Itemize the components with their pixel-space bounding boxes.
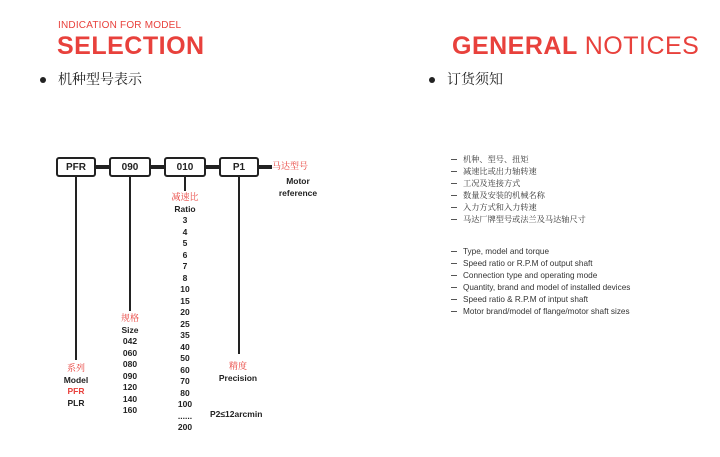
- ratio-value: 7: [182, 261, 188, 271]
- size-column: [109, 313, 151, 417]
- notices-title-light: NOTICES: [584, 32, 700, 60]
- series-en: Model: [63, 374, 89, 385]
- connector-dash: [206, 165, 219, 169]
- series-column: [55, 363, 97, 409]
- model-code-box-series: PFR: [56, 157, 96, 177]
- ratio-value: ......: [177, 410, 193, 421]
- ratio-value: 5: [182, 238, 188, 248]
- series-value-plr: PLR: [67, 397, 85, 408]
- ratio-value: 200: [177, 422, 193, 432]
- notice-cn-item: [451, 178, 586, 190]
- connector-dash: [151, 165, 164, 169]
- notice-en-item-text: Quantity, brand and model of installed devices: [463, 283, 631, 292]
- left-bullet-label: 机种型号表示: [58, 71, 142, 87]
- notice-cn-item-text: 机种、型号、扭矩: [463, 155, 529, 164]
- dash-icon: [451, 263, 457, 264]
- notice-en-item: [451, 258, 630, 270]
- ratio-en: Ratio: [174, 203, 196, 214]
- notice-cn-item-text: 马达厂牌型号或法兰及马达轴尺寸: [463, 215, 586, 224]
- ratio-column: [164, 192, 206, 434]
- motor-reference-en-line2: reference: [278, 187, 318, 198]
- right-bullet: [429, 69, 503, 89]
- bullet-dot-icon: [429, 77, 435, 83]
- connector-dash: [96, 165, 109, 169]
- ratio-value: 20: [180, 307, 190, 317]
- series-leader-line: [75, 177, 77, 360]
- notice-en-item: [451, 306, 630, 318]
- notice-en-item: [451, 282, 630, 294]
- precision-en: Precision: [218, 372, 258, 383]
- precision-column: [206, 361, 270, 384]
- dash-icon: [451, 275, 457, 276]
- notices-cn-list: [451, 154, 586, 226]
- ratio-value: 70: [180, 376, 190, 386]
- ratio-value: 4: [182, 226, 188, 237]
- size-value: 060: [122, 347, 138, 358]
- precision-cn: 精度: [228, 361, 247, 371]
- size-value: 090: [122, 370, 138, 381]
- dash-icon: [451, 219, 457, 220]
- ratio-value: 15: [180, 295, 190, 306]
- dash-icon: [451, 299, 457, 300]
- notice-cn-item-text: 减速比或出力轴转速: [463, 167, 537, 176]
- notice-cn-item: [451, 190, 586, 202]
- notice-en-item: [451, 294, 630, 306]
- dash-icon: [451, 195, 457, 196]
- notice-cn-item: [451, 202, 586, 214]
- model-code-box-size: 090: [109, 157, 151, 177]
- notice-cn-item-text: 数量及安装的机械名称: [463, 191, 545, 200]
- ratio-leader-line: [184, 177, 186, 191]
- notice-en-item-text: Speed ratio & R.P.M of intput shaft: [463, 295, 589, 304]
- notice-en-item: [451, 270, 630, 282]
- dash-icon: [451, 287, 457, 288]
- motor-reference-cn: 马达型号: [272, 161, 309, 171]
- size-value: 160: [122, 405, 138, 415]
- notices-title: [452, 32, 699, 61]
- notice-cn-item: [451, 154, 586, 166]
- notice-en-item-text: Type, model and torque: [463, 247, 550, 256]
- series-cn: 系列: [66, 363, 85, 373]
- ratio-value: 40: [180, 341, 190, 352]
- notice-en-item: [451, 246, 630, 258]
- bullet-dot-icon: [40, 77, 46, 83]
- ratio-value: 100: [177, 399, 193, 409]
- dash-icon: [451, 207, 457, 208]
- notice-en-item-text: Connection type and operating mode: [463, 271, 598, 280]
- size-value: 080: [122, 359, 138, 369]
- ratio-value: 80: [180, 387, 190, 398]
- right-bullet-label: 订货须知: [447, 71, 503, 87]
- ratio-value: 6: [182, 249, 188, 260]
- notice-en-item-text: Speed ratio or R.P.M of output shaft: [463, 259, 593, 268]
- dash-icon: [451, 171, 457, 172]
- ratio-value: 60: [180, 364, 190, 375]
- size-value: 042: [122, 336, 138, 346]
- dash-icon: [451, 159, 457, 160]
- ratio-value: 25: [180, 318, 190, 329]
- ratio-value: 35: [180, 330, 190, 340]
- size-leader-line: [129, 177, 131, 311]
- dash-icon: [451, 251, 457, 252]
- notice-en-item-text: Motor brand/model of flange/motor shaft sizes: [463, 307, 630, 316]
- notice-cn-item: [451, 214, 586, 226]
- ratio-value: 50: [180, 353, 190, 363]
- size-value: 120: [122, 382, 138, 392]
- series-value-pfr: PFR: [67, 386, 85, 396]
- ratio-value: 10: [180, 284, 190, 294]
- motor-reference: [272, 161, 332, 173]
- precision-leader-line: [238, 177, 240, 354]
- size-en: Size: [121, 324, 139, 335]
- size-cn: 规格: [120, 313, 139, 323]
- ratio-value: 3: [182, 215, 188, 225]
- ratio-cn: 减速比: [171, 192, 199, 202]
- section-subtitle: INDICATION FOR MODEL: [58, 20, 182, 31]
- notice-cn-item-text: 入力方式和入力转速: [463, 203, 537, 212]
- motor-reference-en-line1: Motor: [286, 176, 310, 186]
- ratio-value: 8: [182, 272, 188, 283]
- precision-value: P2≤12arcmin: [210, 409, 263, 419]
- motor-reference-en: [268, 176, 328, 199]
- dash-icon: [451, 311, 457, 312]
- connector-dash: [259, 165, 272, 169]
- notice-cn-item-text: 工况及连接方式: [463, 179, 521, 188]
- left-bullet: [40, 69, 142, 89]
- dash-icon: [451, 183, 457, 184]
- model-code-box-ratio: 010: [164, 157, 206, 177]
- notice-cn-item: [451, 166, 586, 178]
- model-code-box-precision: P1: [219, 157, 259, 177]
- notices-title-bold: GENERAL: [452, 32, 578, 60]
- notices-en-list: [451, 246, 630, 318]
- size-value: 140: [122, 393, 138, 404]
- section-title: SELECTION: [57, 32, 205, 60]
